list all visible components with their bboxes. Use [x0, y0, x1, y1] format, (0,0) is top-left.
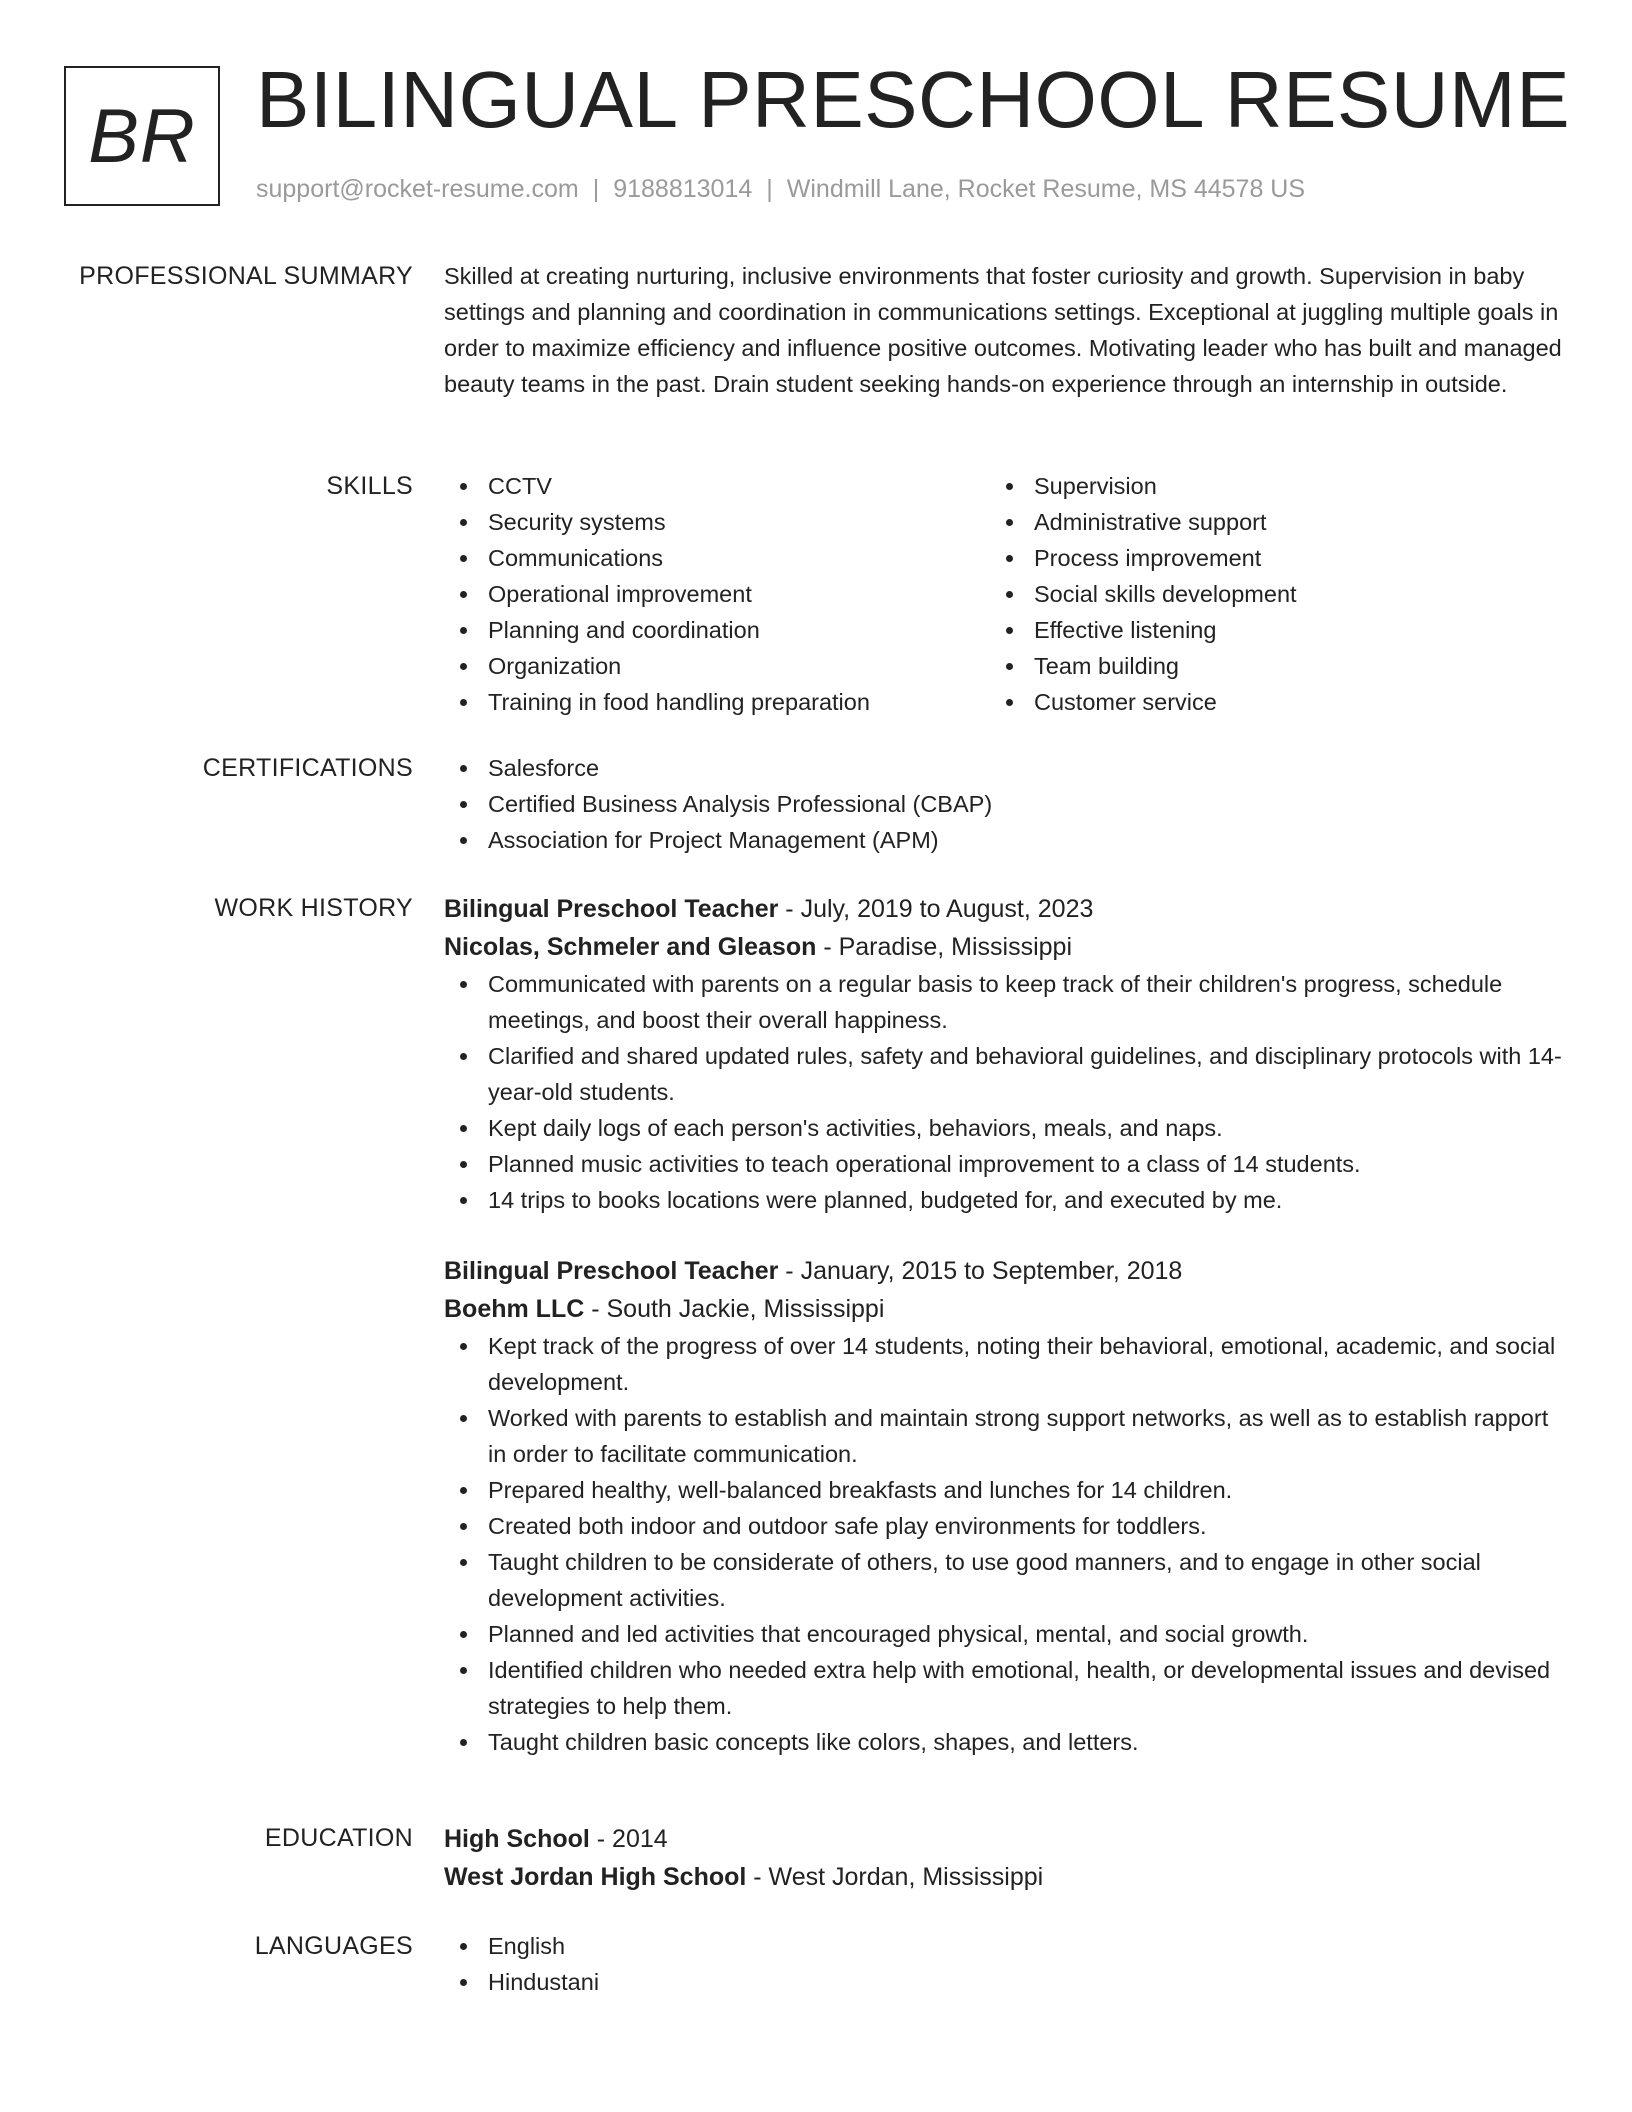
skill-item: Customer service — [990, 684, 1536, 720]
job-dates: - July, 2019 to August, 2023 — [778, 895, 1094, 923]
summary-body — [444, 258, 1564, 402]
skills-grid — [444, 468, 1564, 720]
contact-separator: | — [766, 175, 773, 203]
certification-item: Certified Business Analysis Professional (CBAP) — [444, 786, 1564, 822]
skills-list-right — [990, 468, 1536, 720]
language-item: Hindustani — [444, 1964, 1564, 2000]
section-heading-languages: LANGUAGES — [254, 1932, 413, 1960]
job-title-line — [444, 1252, 1564, 1290]
section-heading-education: EDUCATION — [264, 1824, 413, 1852]
job-dates: - January, 2015 to September, 2018 — [778, 1257, 1183, 1285]
job-duty-item: 14 trips to books locations were planned, budgeted for, and executed by me. — [444, 1182, 1564, 1218]
job-company-line — [444, 1290, 1564, 1328]
certifications-list — [444, 750, 1564, 858]
skills-list-left — [444, 468, 990, 720]
skill-item: Communications — [444, 540, 990, 576]
resume-title: BILINGUAL PRESCHOOL RESUME — [256, 55, 1571, 144]
job-company: Nicolas, Schmeler and Gleason — [444, 933, 817, 961]
language-item: English — [444, 1928, 1564, 1964]
job-location: - South Jackie, Mississippi — [584, 1295, 885, 1323]
job-duty-item: Planned and led activities that encouraged physical, mental, and social growth. — [444, 1616, 1564, 1652]
section-heading-work-history: WORK HISTORY — [214, 894, 413, 922]
section-heading-summary: PROFESSIONAL SUMMARY — [79, 262, 413, 290]
contact-email[interactable]: support@rocket-resume.com — [256, 175, 579, 203]
work-history-body — [444, 890, 1564, 1794]
job-duty-item: Clarified and shared updated rules, safety and behavioral guidelines, and disciplinary protocols with 14-year-old students. — [444, 1038, 1564, 1110]
certification-item: Salesforce — [444, 750, 1564, 786]
skill-item: Team building — [990, 648, 1536, 684]
section-heading-skills: SKILLS — [326, 472, 413, 500]
job-entry — [444, 1252, 1564, 1760]
education-body — [444, 1820, 1564, 1896]
section-heading-certifications: CERTIFICATIONS — [202, 754, 413, 782]
job-duty-item: Kept track of the progress of over 14 students, noting their behavioral, emotional, academic, and social development. — [444, 1328, 1564, 1400]
monogram-box — [64, 66, 220, 206]
education-year: - 2014 — [589, 1825, 668, 1853]
skill-item: Social skills development — [990, 576, 1536, 612]
skill-item: Training in food handling preparation — [444, 684, 990, 720]
certification-item: Association for Project Management (APM) — [444, 822, 1564, 858]
certifications-body — [444, 750, 1564, 858]
job-duty-item: Taught children basic concepts like colors, shapes, and letters. — [444, 1724, 1564, 1760]
education-location: - West Jordan, Mississippi — [746, 1863, 1044, 1891]
job-duty-item: Planned music activities to teach operational improvement to a class of 14 students. — [444, 1146, 1564, 1182]
skill-item: Organization — [444, 648, 990, 684]
summary-text: Skilled at creating nurturing, inclusive environments that foster curiosity and growth. Supervision in baby settings and planning and coordination in communications settings. Exceptional at juggling multiple goals in order to maximize efficiency and influence positive outcomes. Motivating leader who has built and managed beauty teams in the past. Drain student seeking hands-on experience through an internship in outside. — [444, 263, 1562, 397]
skill-item: Supervision — [990, 468, 1536, 504]
job-duties-list — [444, 1328, 1564, 1760]
skills-body — [444, 468, 1564, 720]
job-duties-list — [444, 966, 1564, 1218]
monogram-initials: BR — [88, 93, 196, 179]
job-duty-item: Identified children who needed extra help with emotional, health, or developmental issues and devised strategies to help them. — [444, 1652, 1564, 1724]
education-school-line — [444, 1858, 1564, 1896]
job-duty-item: Communicated with parents on a regular basis to keep track of their children's progress, schedule meetings, and boost their overall happiness. — [444, 966, 1564, 1038]
job-duty-item: Worked with parents to establish and maintain strong support networks, as well as to establish rapport in order to facilitate communication. — [444, 1400, 1564, 1472]
skill-item: Security systems — [444, 504, 990, 540]
job-title-line — [444, 890, 1564, 928]
job-title: Bilingual Preschool Teacher — [444, 895, 779, 923]
contact-separator: | — [592, 175, 600, 203]
education-degree-line — [444, 1820, 1564, 1858]
skill-item: Effective listening — [990, 612, 1536, 648]
languages-list — [444, 1928, 1564, 2000]
skill-item: Administrative support — [990, 504, 1536, 540]
skill-item: Operational improvement — [444, 576, 990, 612]
skill-item: Process improvement — [990, 540, 1536, 576]
contact-phone[interactable]: 9188813014 — [613, 175, 753, 203]
skill-item: CCTV — [444, 468, 990, 504]
job-duty-item: Prepared healthy, well-balanced breakfasts and lunches for 14 children. — [444, 1472, 1564, 1508]
contact-line — [256, 174, 1305, 204]
job-duty-item: Taught children to be considerate of others, to use good manners, and to engage in other social development activities. — [444, 1544, 1564, 1616]
job-company: Boehm LLC — [444, 1295, 585, 1323]
languages-body — [444, 1928, 1564, 2000]
job-location: - Paradise, Mississippi — [816, 933, 1073, 961]
job-entry — [444, 890, 1564, 1218]
education-school: West Jordan High School — [444, 1863, 747, 1891]
job-duty-item: Created both indoor and outdoor safe play environments for toddlers. — [444, 1508, 1564, 1544]
job-duty-item: Kept daily logs of each person's activities, behaviors, meals, and naps. — [444, 1110, 1564, 1146]
contact-address: Windmill Lane, Rocket Resume, MS 44578 US — [786, 175, 1306, 203]
skill-item: Planning and coordination — [444, 612, 990, 648]
job-company-line — [444, 928, 1564, 966]
education-degree: High School — [444, 1825, 590, 1853]
job-title: Bilingual Preschool Teacher — [444, 1257, 779, 1285]
